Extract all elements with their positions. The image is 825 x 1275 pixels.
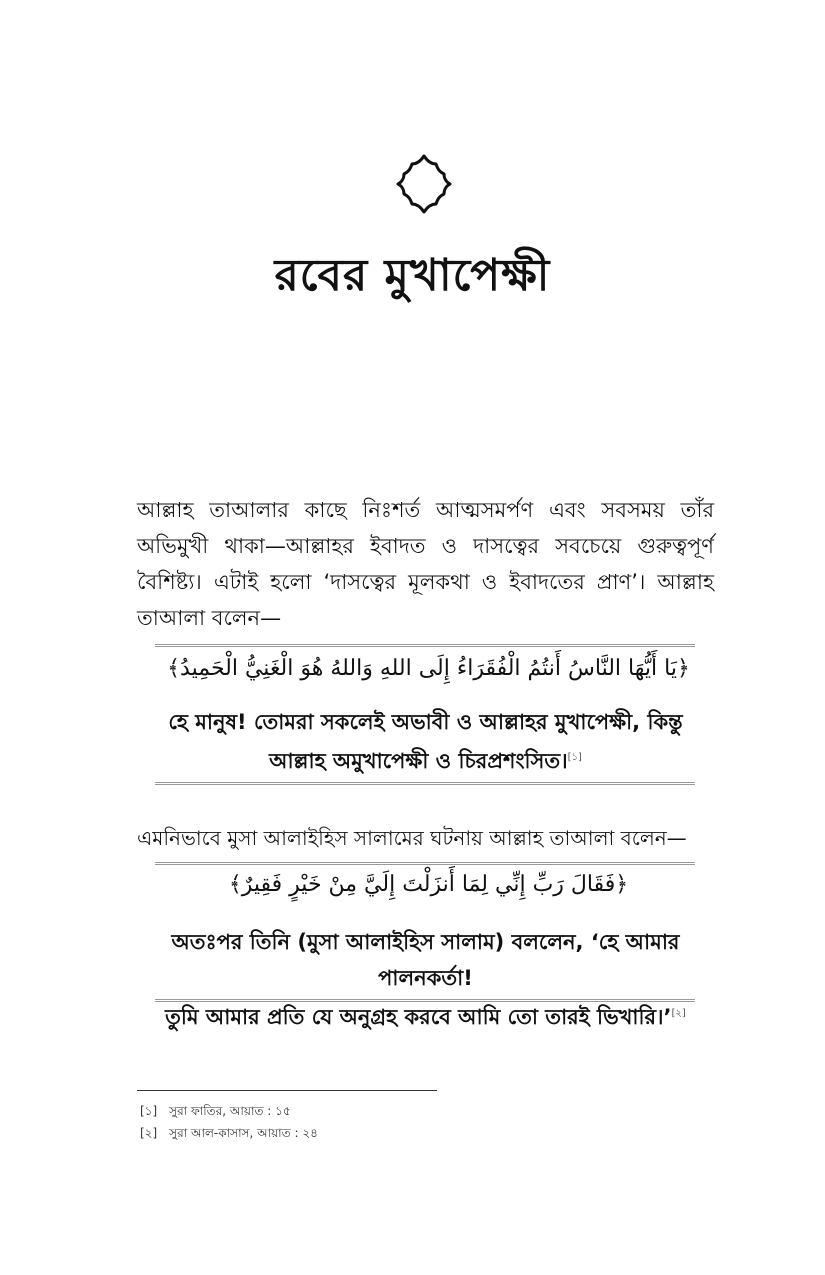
divider <box>155 862 695 865</box>
verse-translation <box>137 924 714 1035</box>
translation-line: আল্লাহ অমুখাপেক্ষী ও চিরপ্রশংসিত। <box>269 749 568 773</box>
quran-verse-arabic: ﴿يَا أَيُّهَا النَّاسُ أَنتُمُ الْفُقَرَاءُ إِلَى اللهِ وَاللهُ هُوَ الْغَنِيُّ الْحَمِيدُ﴾ <box>167 656 690 681</box>
footnote-item <box>140 1122 318 1144</box>
footnote-reference[interactable]: [১] <box>567 752 582 763</box>
quran-verse-arabic: ﴿فَقَالَ رَبِّ إِنِّي لِمَا أَنزَلْتَ إِلَيَّ مِنْ خَيْرٍ فَقِيرٌ﴾ <box>228 872 629 897</box>
divider <box>155 782 695 785</box>
divider <box>155 999 695 1002</box>
verse-translation <box>137 704 714 779</box>
translation-line: অতঃপর তিনি (মুসা আলাইহিস সালাম) বললেন, ‘হে আমার পালনকর্তা! <box>171 930 680 990</box>
intro-paragraph: আল্লাহ তাআলার কাছে নিঃশর্ত আত্মসমর্পণ এবং সবসময় তাঁর অভিমুখী থাকা—আল্লাহর ইবাদত ও দাসত্বের সবচেয়ে গুরুত্বপূর্ণ বৈশিষ্ট্য। এটাই হলো ‘দাসত্বের মূলকথা ও ইবাদতের প্রাণ’। আল্লাহ তাআলা বলেন— <box>137 498 714 630</box>
footnote-reference[interactable]: [২] <box>671 1008 686 1019</box>
divider <box>155 644 695 647</box>
footnote-separator <box>137 1090 437 1091</box>
bridge-paragraph: এমনিভাবে মুসা আলাইহিস সালামের ঘটনায় আল্লাহ তাআলা বলেন— <box>137 826 687 850</box>
translation-line: হে মানুষ! তোমরা সকলেই অভাবী ও আল্লাহর মুখাপেক্ষী, কিন্তু <box>168 710 683 734</box>
footnote-marker: [২] <box>140 1126 158 1140</box>
footnotes <box>140 1100 318 1144</box>
flower-ornament-icon <box>392 152 456 216</box>
page-title: রবের মুখাপেক্ষী <box>274 250 551 301</box>
footnote-text: সুরা ফাতির, আয়াত : ১৫ <box>169 1104 291 1118</box>
footnote-item <box>140 1100 318 1122</box>
translation-line: তুমি আমার প্রতি যে অনুগ্রহ করবে আমি তো তারই ভিখারি।’ <box>165 1005 672 1029</box>
footnote-text: সুরা আল-কাসাস, আয়াত : ২৪ <box>169 1126 318 1140</box>
footnote-marker: [১] <box>140 1104 158 1118</box>
